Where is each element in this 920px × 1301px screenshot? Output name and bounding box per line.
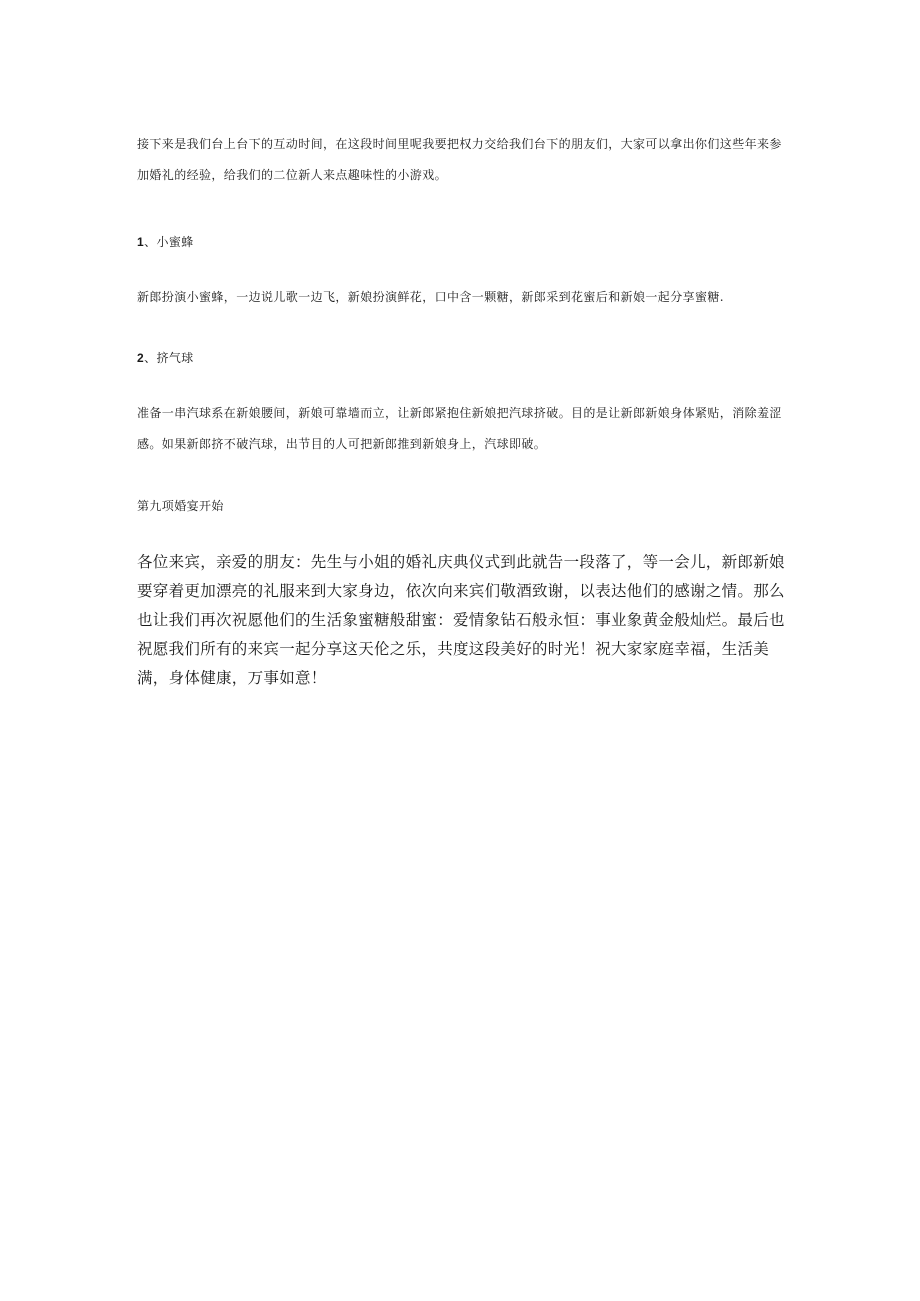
game-2-title: 、挤气球 xyxy=(144,351,194,365)
intro-paragraph: 接下来是我们台上台下的互动时间，在这段时间里呢我要把权力交给我们台下的朋友们，大家可以拿出你们这些年来参加婚礼的经验，给我们的二位新人来点趣味性的小游戏。 xyxy=(137,137,782,182)
game-1-title: 、小蜜蜂 xyxy=(144,235,194,249)
closing-paragraph: 各位来宾，亲爱的朋友：先生与小姐的婚礼庆典仪式到此就告一段落了，等一会儿，新郎新娘要穿着更加漂亮的礼服来到大家身边，依次向来宾们敬酒致谢，以表达他们的感谢之情。那么也让我们再次祝愿他们的生活象蜜糖般甜蜜：爱情象钻石般永恒：事业象黄金般灿烂。最后也祝愿我们所有的来宾一起分享这天伦之乐，共度这段美好的时光！祝大家家庭幸福，生活美满，身体健康，万事如意！ xyxy=(137,553,785,687)
section-title: 第九项婚宴开始 xyxy=(137,499,224,513)
game-1-description: 新郎扮演小蜜蜂，一边说儿歌一边飞，新娘扮演鲜花，口中含一颗糖，新郎采到花蜜后和新娘一起分享蜜糖. xyxy=(137,290,725,304)
game-2-description: 准备一串汽球系在新娘腰间，新娘可靠墙而立，让新郎紧抱住新娘把汽球挤破。目的是让新郎新娘身体紧贴，消除羞涩感。如果新郎挤不破汽球，出节目的人可把新郎推到新娘身上，汽球即破。 xyxy=(137,406,782,451)
game-2-heading xyxy=(137,343,787,374)
game-1-heading xyxy=(137,227,787,258)
game-2-number: 2 xyxy=(137,351,145,365)
game-1-number: 1 xyxy=(137,235,145,249)
